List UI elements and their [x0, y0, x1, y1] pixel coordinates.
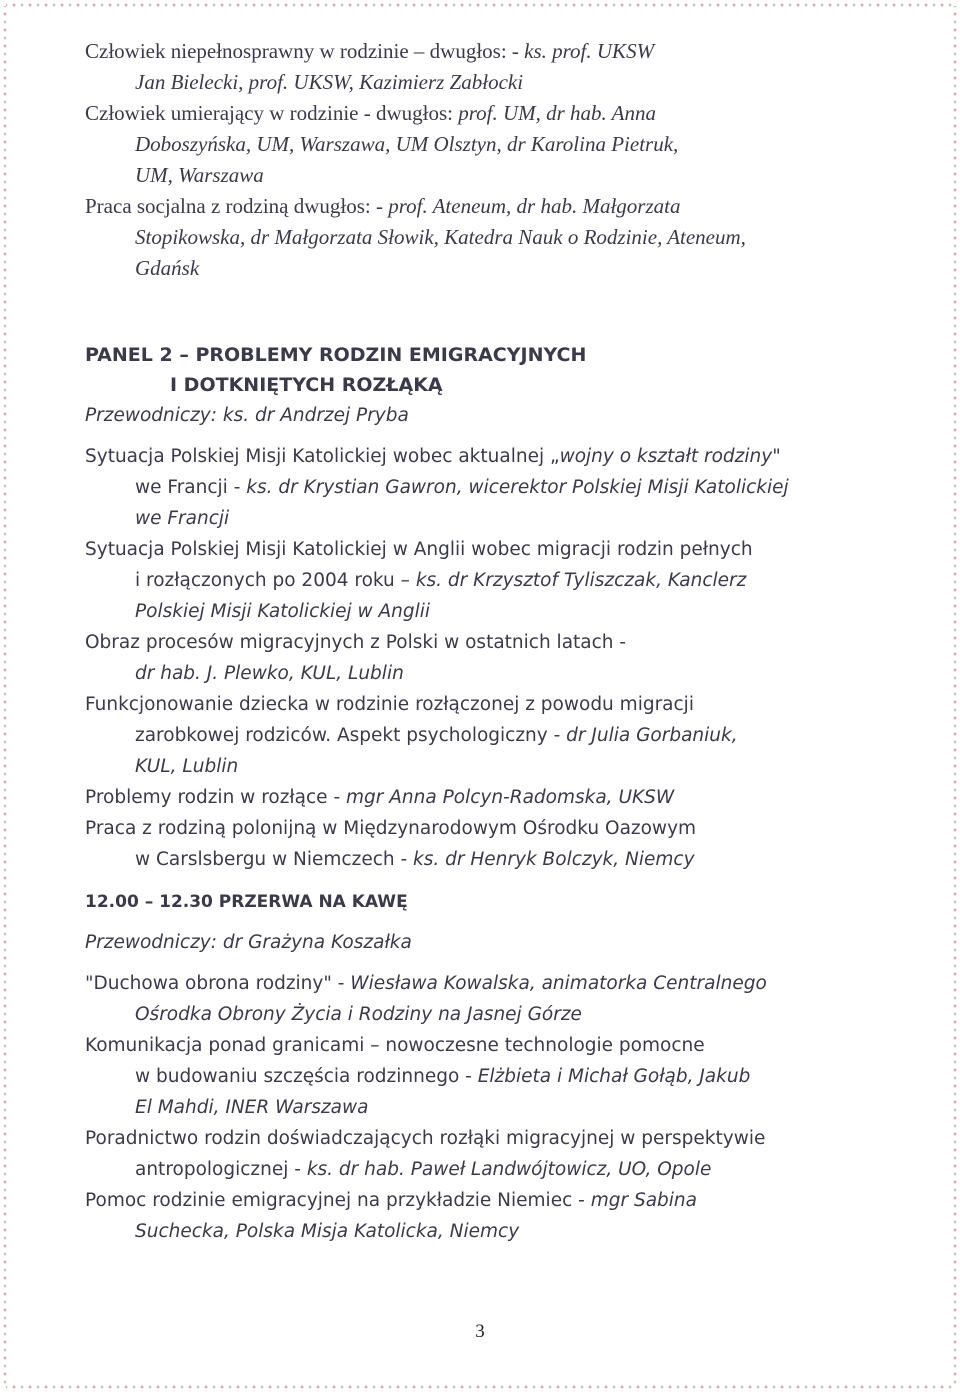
session-list-panel	[85, 441, 885, 875]
session-list-after	[85, 968, 885, 1247]
entry-speaker-text: UM, Warszawa	[135, 163, 264, 187]
entry-line	[85, 36, 885, 67]
entry-speaker-text: mgr Sabina	[590, 1190, 697, 1211]
entry-line	[85, 627, 885, 658]
entry-speaker-text: dr hab. J. Plewko, KUL, Lublin	[135, 663, 404, 684]
entry-speaker-text: prof. Ateneum, dr hab. Małgorzata	[388, 194, 681, 218]
entry-title-text: w Carslsbergu w Niemczech -	[135, 849, 414, 870]
border-top	[6, 2, 954, 8]
entry-line	[85, 1092, 885, 1123]
entry-line	[85, 191, 885, 222]
panel-chair-text: Przewodniczy: ks. dr Andrzej Pryba	[85, 405, 409, 426]
entry-title-text: Funkcjonowanie dziecka w rodzinie rozłączonej z powodu migracji	[85, 694, 694, 715]
entry-title-text: Praca socjalna z rodziną dwugłos: -	[85, 194, 389, 218]
entry-line	[85, 222, 885, 253]
entry-speaker-text: we Francji	[135, 508, 230, 529]
program-entry	[85, 968, 885, 1030]
chair-2-text: Przewodniczy: dr Grażyna Koszałka	[85, 932, 412, 953]
entry-title-text: Sytuacja Polskiej Misji Katolickiej w Anglii wobec migracji rodzin pełnych	[85, 539, 753, 560]
entry-line	[85, 441, 885, 472]
entry-speaker-text: Wiesława Kowalska, animatorka Centralnego	[350, 973, 767, 994]
entry-line	[85, 253, 885, 284]
program-entry	[85, 1123, 885, 1185]
entry-speaker-text: wojny o kształt rodziny"	[559, 446, 781, 467]
entry-line	[85, 658, 885, 689]
entry-line	[85, 813, 885, 844]
session-list-top	[85, 36, 885, 284]
entry-speaker-text: Suchecka, Polska Misja Katolicka, Niemcy	[135, 1221, 520, 1242]
program-entry	[85, 191, 885, 284]
coffee-break: 12.00 – 12.30 PRZERWA NA KAWĘ	[85, 892, 408, 912]
entry-line	[85, 968, 885, 999]
entry-title-text: we Francji -	[135, 477, 247, 498]
entry-speaker-text: ks. dr Krzysztof Tyliszczak, Kanclerz	[415, 570, 747, 591]
entry-line	[85, 596, 885, 627]
entry-line	[85, 534, 885, 565]
entry-speaker-text: ks. dr hab. Paweł Landwójtowicz, UO, Opole	[306, 1159, 712, 1180]
program-entry	[85, 441, 885, 534]
entry-title-text: Komunikacja ponad granicami – nowoczesne technologie pomocne	[85, 1035, 705, 1056]
entry-title-text: Sytuacja Polskiej Misji Katolickiej wobec aktualnej „	[85, 446, 560, 467]
program-entry	[85, 98, 885, 191]
program-entry	[85, 782, 885, 813]
entry-title-text: "Duchowa obrona rodziny" -	[85, 973, 351, 994]
border-bottom	[6, 1384, 954, 1390]
entry-line	[85, 1154, 885, 1185]
program-entry	[85, 534, 885, 627]
entry-line	[85, 67, 885, 98]
entry-speaker-text: KUL, Lublin	[135, 756, 239, 777]
entry-title-text: w budowaniu szczęścia rodzinnego -	[135, 1066, 478, 1087]
entry-speaker-text: ks. dr Henryk Bolczyk, Niemcy	[413, 849, 695, 870]
entry-speaker-text: Gdańsk	[135, 256, 200, 280]
program-entry	[85, 36, 885, 98]
program-entry	[85, 627, 885, 689]
border-left	[2, 6, 8, 1386]
entry-line	[85, 844, 885, 875]
entry-line	[85, 1216, 885, 1247]
entry-line	[85, 565, 885, 596]
entry-line	[85, 782, 885, 813]
entry-speaker-text: Ośrodka Obrony Życia i Rodziny na Jasnej Górze	[135, 1004, 582, 1025]
entry-speaker-text: Stopikowska, dr Małgorzata Słowik, Katedra Nauk o Rodzinie, Ateneum,	[135, 225, 746, 249]
entry-title-text: Poradnictwo rodzin doświadczających rozłąki migracyjnej w perspektywie	[85, 1128, 766, 1149]
entry-line	[85, 1185, 885, 1216]
entry-title-text: Pomoc rodzinie emigracyjnej na przykładzie Niemiec -	[85, 1190, 591, 1211]
entry-line	[85, 129, 885, 160]
entry-title-text: Praca z rodziną polonijną w Międzynarodowym Ośrodku Oazowym	[85, 818, 697, 839]
entry-title-text: Człowiek umierający w rodzinie - dwugłos:	[85, 101, 459, 125]
entry-speaker-text: prof. UM, dr hab. Anna	[458, 101, 656, 125]
entry-speaker-text: Elżbieta i Michał Gołąb, Jakub	[477, 1066, 751, 1087]
entry-speaker-text: Doboszyńska, UM, Warszawa, UM Olsztyn, dr Karolina Pietruk,	[135, 132, 679, 156]
entry-title-text: zarobkowej rodziców. Aspekt psychologiczny -	[135, 725, 567, 746]
entry-title-text: antropologicznej -	[135, 1159, 307, 1180]
panel-chair	[85, 400, 885, 431]
entry-line	[85, 472, 885, 503]
entry-line	[85, 503, 885, 534]
program-content	[85, 36, 885, 1247]
program-entry	[85, 689, 885, 782]
panel-header	[85, 340, 885, 431]
entry-speaker-text: mgr Anna Polcyn-Radomska, UKSW	[346, 787, 675, 808]
page-number: 3	[475, 1321, 485, 1342]
entry-line	[85, 999, 885, 1030]
panel-title-line-1: PANEL 2 – PROBLEMY RODZIN EMIGRACYJNYCH	[85, 344, 587, 366]
panel-title-line-2: I DOTKNIĘTYCH ROZŁĄKĄ	[170, 374, 443, 396]
entry-line	[85, 720, 885, 751]
entry-line	[85, 689, 885, 720]
entry-line	[85, 1061, 885, 1092]
entry-speaker-text: El Mahdi, INER Warszawa	[135, 1097, 369, 1118]
entry-speaker-text: ks. dr Krystian Gawron, wicerektor Polskiej Misji Katolickiej	[246, 477, 789, 498]
program-entry	[85, 813, 885, 875]
program-entry	[85, 1030, 885, 1123]
entry-title-text: Problemy rodzin w rozłące -	[85, 787, 347, 808]
entry-title-text: Obraz procesów migracyjnych z Polski w ostatnich latach -	[85, 632, 627, 653]
entry-speaker-text: Jan Bielecki, prof. UKSW, Kazimierz Zabłocki	[135, 70, 524, 94]
entry-line	[85, 751, 885, 782]
entry-title-text: i rozłączonych po 2004 roku –	[135, 570, 416, 591]
chair-2	[85, 927, 885, 958]
entry-speaker-text: Polskiej Misji Katolickiej w Anglii	[135, 601, 431, 622]
entry-line	[85, 1123, 885, 1154]
entry-title-text: Człowiek niepełnosprawny w rodzinie – dwugłos: -	[85, 39, 525, 63]
entry-speaker-text: dr Julia Gorbaniuk,	[566, 725, 738, 746]
entry-line	[85, 160, 885, 191]
border-right	[952, 6, 958, 1386]
entry-speaker-text: ks. prof. UKSW	[524, 39, 655, 63]
entry-line	[85, 1030, 885, 1061]
entry-line	[85, 98, 885, 129]
program-entry	[85, 1185, 885, 1247]
